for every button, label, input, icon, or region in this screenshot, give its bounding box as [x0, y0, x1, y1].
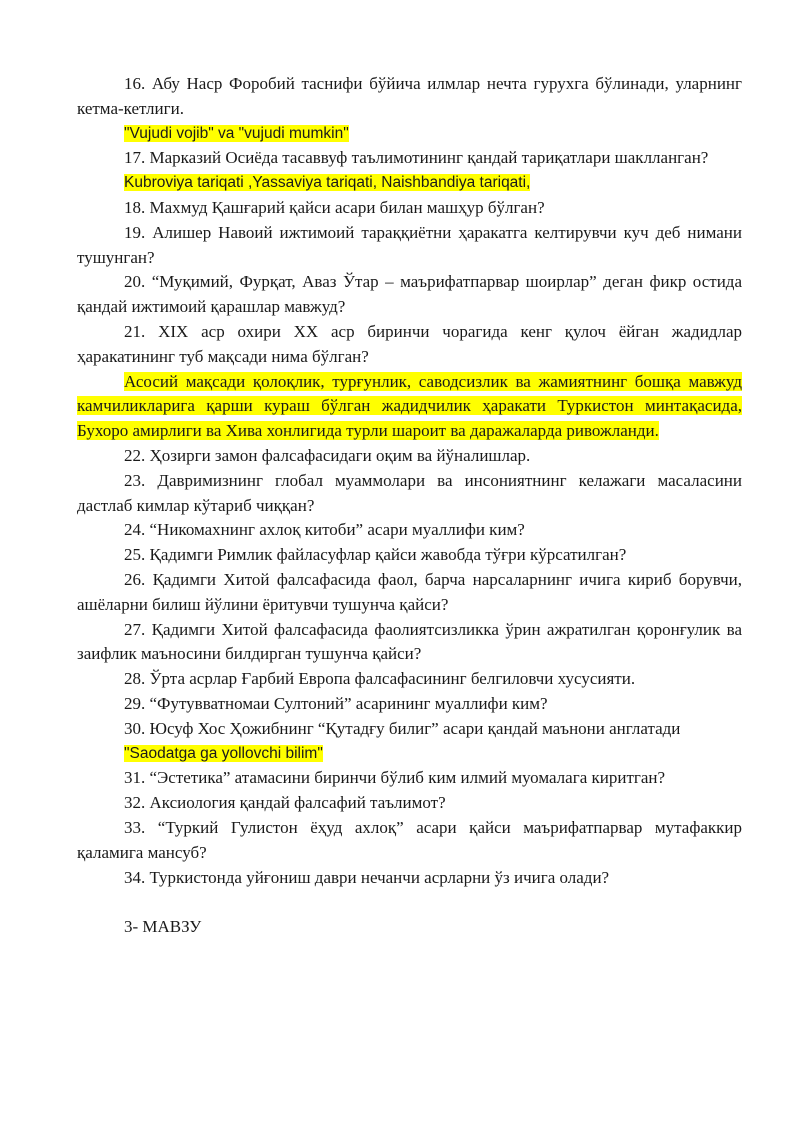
answer-16-text: "Vujudi vojib" va "vujudi mumkin"	[124, 124, 349, 142]
answer-21-text: Асосий мақсади қолоқлик, турғунлик, саводсизлик ва жамиятнинг бошқа мавжуд камчиликларига қарши кураш бўлган жадидчилик ҳаракати Туркистон минтақасида, Бухоро амирлиги ва Хива хонлигида турли шароит ва даражаларда ривожланди.	[77, 371, 742, 441]
topic-heading: 3- МАВЗУ	[124, 917, 202, 937]
answer-17-text: Kubroviya tariqati ,Yassaviya tariqati, Naishbandiya tariqati,	[124, 174, 531, 192]
question-16: 16. Абу Наср Форобий таснифи бўйича илмлар нечта гурухга бўлинади, уларнинг кетма-кетлиги.	[77, 74, 742, 118]
question-18: 18. Махмуд Қашғарий қайси асари билан машҳур бўлган?	[124, 197, 545, 217]
answer-17	[77, 171, 742, 196]
question-34: 34. Туркистонда уйғониш даври нечанчи асрларни ўз ичига олади?	[124, 867, 610, 887]
question-23: 23. Давримизнинг глобал муаммолари ва инсониятнинг келажаги масаласини дастлаб кимлар кўтариб чиққан?	[77, 470, 742, 515]
question-24: 24. “Никомахнинг ахлоқ китоби” асари муаллифи ким?	[124, 520, 525, 540]
question-27: 27. Қадимги Хитой фалсафасида фаолиятсизликка ўрин ажратилган қоронғулик ва заифлик маъносини билдирган тушунча қайси?	[77, 619, 742, 664]
question-22: 22. Ҳозирги замон фалсафасидаги оқим ва йўналишлар.	[124, 445, 531, 465]
question-17: 17. Марказий Осиёда тасаввуф таълимотининг қандай тариқатлари шаклланган?	[124, 148, 709, 168]
question-32: 32. Аксиология қандай фалсафий таълимот?	[124, 793, 446, 813]
question-19: 19. Алишер Навоий ижтимоий тараққиётни ҳаракатга келтирувчи куч деб нимани тушунган?	[77, 222, 742, 267]
question-26: 26. Қадимги Хитой фалсафасида фаол, барча нарсаларнинг ичига кириб борувчи, ашёларни билиш йўлини ёритувчи тушунча қайси?	[77, 569, 742, 614]
question-21: 21. XIX аср охири XX аср биринчи чорагида кенг қулоч ёйган жадидлар ҳаракатининг туб мақсади нима бўлган?	[77, 321, 742, 366]
question-25: 25. Қадимги Римлик файласуфлар қайси жавобда тўғри кўрсатилган?	[124, 545, 627, 565]
question-20: 20. “Муқимий, Фурқат, Аваз Ўтар – маърифатпарвар шоирлар” деган фикр остида қандай ижтимоий қарашлар мавжуд?	[77, 272, 742, 317]
question-33: 33. “Туркий Гулистон ёҳуд ахлоқ” асари қайси маърифатпарвар мутафаккир қаламига мансуб?	[77, 817, 742, 862]
answer-30-text: "Saodatga ga yollovchi bilim"	[124, 744, 323, 762]
question-31: 31. “Эстетика” атамасини биринчи бўлиб ким илмий муомалага киритган?	[124, 768, 666, 788]
answer-21	[77, 370, 742, 444]
answer-16	[77, 122, 742, 147]
question-28: 28. Ўрта асрлар Ғарбий Европа фалсафасининг белгиловчи хусусияти.	[124, 669, 636, 689]
document-page	[77, 72, 742, 940]
question-29: 29. “Футувватномаи Султоний” асарининг муаллифи ким?	[124, 693, 548, 713]
question-30: 30. Юсуф Хос Ҳожибнинг “Қутадғу билиг” асари қандай маънони англатади	[124, 718, 681, 738]
answer-30	[77, 742, 742, 767]
